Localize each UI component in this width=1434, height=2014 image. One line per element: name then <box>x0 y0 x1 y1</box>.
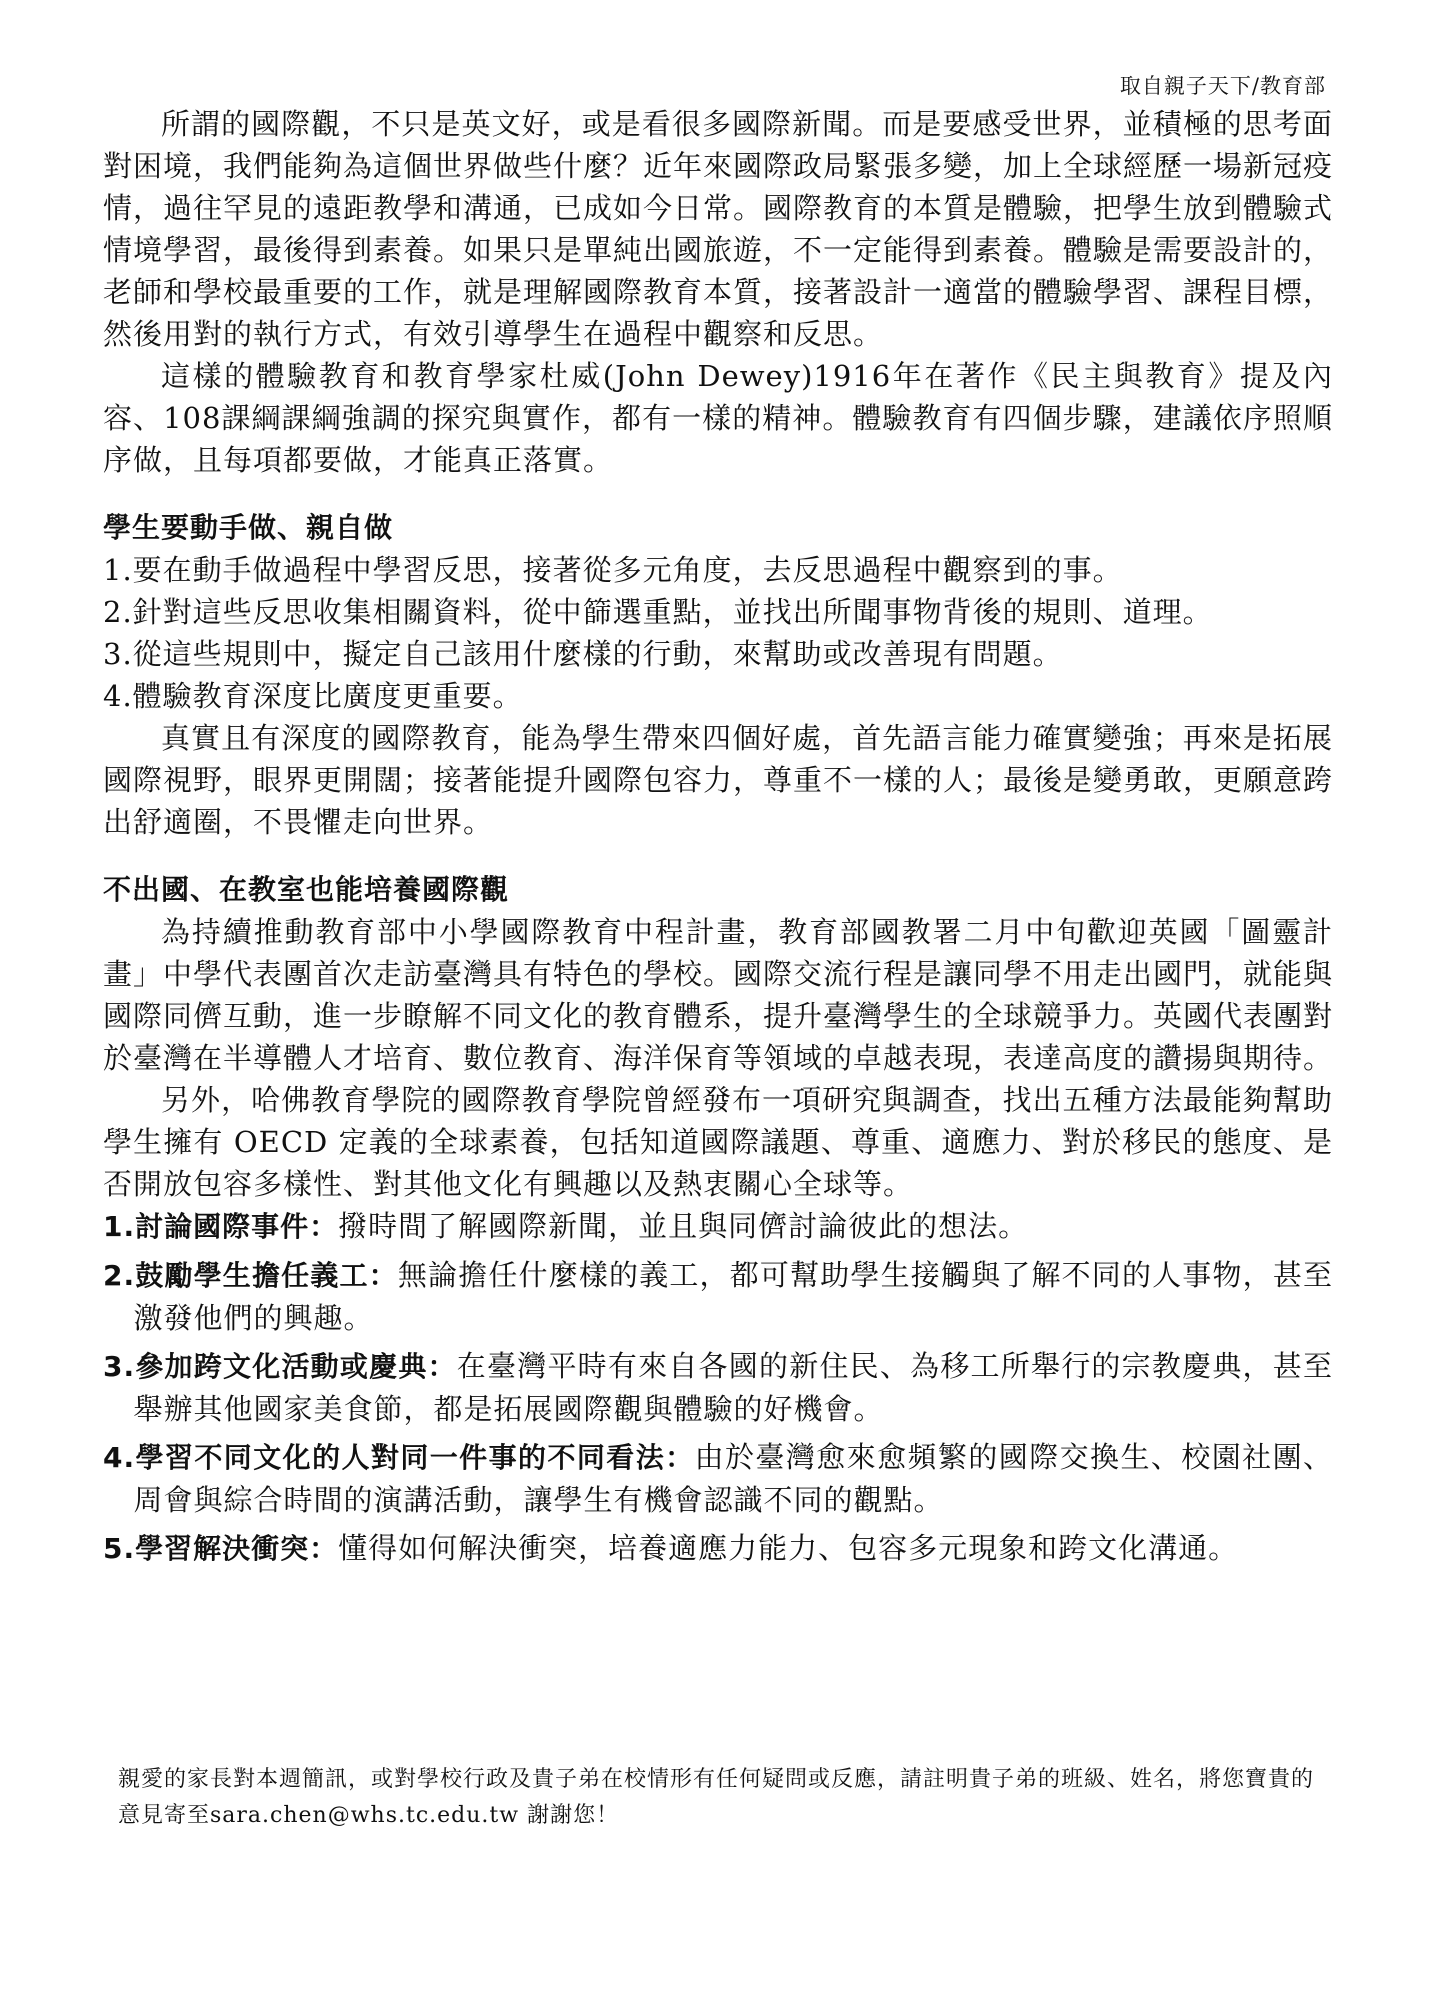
tip-title: 2.鼓勵學生擔任義工： <box>103 1259 398 1292</box>
intro-paragraph: 所謂的國際觀，不只是英文好，或是看很多國際新聞。而是要感受世界，並積極的思考面對困境，我們能夠為這個世界做些什麼？近年來國際政局緊張多變，加上全球經歷一場新冠疫情，過往罕見的遠距教學和溝通，已成如今日常。國際教育的本質是體驗，把學生放到體驗式情境學習，最後得到素養。如果只是單純出國旅遊，不一定能得到素養。體驗是需要設計的，老師和學校最重要的工作，就是理解國際教育本質，接著設計一適當的體驗學習、課程目標，然後用對的執行方式，有效引導學生在過程中觀察和反思。 <box>103 107 1334 351</box>
tip-text: 無論擔任什麼樣的義工，都可幫助學生接觸與了解不同的人事物，甚至激發他們的興趣。 <box>133 1258 1333 1335</box>
body-paragraph: 為持續推動教育部中小學國際教育中程計畫，教育部國教署二月中旬歡迎英國「圖靈計畫」中學代表團首次走訪臺灣具有特色的學校。國際交流行程是讓同學不用走出國門，就能與國際同儕互動，進一步瞭解不同文化的教育體系，提升臺灣學生的全球競爭力。英國代表團對於臺灣在半導體人才培育、數位教育、海洋保育等領域的卓越表現，表達高度的讚揚與期待。 <box>103 915 1334 1075</box>
list-item <box>103 1205 1333 1248</box>
tips-list <box>103 1205 1333 1570</box>
list-item: 2.針對這些反思收集相關資料，從中篩選重點，並找出所聞事物背後的規則、道理。 <box>103 595 1213 629</box>
contact-footer: 親愛的家長對本週簡訊，或對學校行政及貴子弟在校情形有任何疑問或反應，請註明貴子弟的班級、姓名，將您寶貴的意見寄至sara.chen@whs.tc.edu.tw 謝謝您！ <box>118 1767 1315 1828</box>
section-heading: 學生要動手做、親自做 <box>103 511 394 544</box>
tip-title: 1.討論國際事件： <box>103 1210 339 1243</box>
tip-title: 3.參加跨文化活動或慶典： <box>103 1350 457 1383</box>
tip-title: 4.學習不同文化的人對同一件事的不同看法： <box>103 1441 695 1474</box>
list-item <box>103 1436 1333 1521</box>
list-item <box>103 1254 1333 1339</box>
source-credit: 取自親子天下/教育部 <box>1119 74 1326 98</box>
list-item <box>103 1345 1333 1430</box>
section-heading: 不出國、在教室也能培養國際觀 <box>103 873 510 906</box>
step-list <box>103 549 1333 717</box>
list-item: 1.要在動手做過程中學習反思，接著從多元角度，去反思過程中觀察到的事。 <box>103 553 1123 587</box>
list-item <box>103 1527 1333 1570</box>
list-item: 3.從這些規則中，擬定自己該用什麼樣的行動，來幫助或改善現有問題。 <box>103 637 1063 671</box>
tip-title: 5.學習解決衝突： <box>103 1532 339 1565</box>
list-item: 4.體驗教育深度比廣度更重要。 <box>103 679 523 713</box>
tip-text: 懂得如何解決衝突，培養適應力能力、包容多元現象和跨文化溝通。 <box>338 1531 1239 1565</box>
tip-text: 在臺灣平時有來自各國的新住民、為移工所舉行的宗教慶典，甚至舉辦其他國家美食節，都是拓展國際觀與體驗的好機會。 <box>133 1349 1333 1426</box>
intro-paragraph: 這樣的體驗教育和教育學家杜威(John Dewey)1916年在著作《民主與教育》提及內容、108課綱課綱強調的探究與實作，都有一樣的精神。體驗教育有四個步驟，建議依序照順序做，且每項都要做，才能真正落實。 <box>103 359 1333 477</box>
benefits-paragraph: 真實且有深度的國際教育，能為學生帶來四個好處，首先語言能力確實變強；再來是拓展國際視野，眼界更開闊；接著能提升國際包容力，尊重不一樣的人；最後是變勇敢，更願意跨出舒適圈，不畏懼走向世界。 <box>103 721 1334 839</box>
tip-text: 撥時間了解國際新聞，並且與同儕討論彼此的想法。 <box>338 1209 1029 1243</box>
body-paragraph: 另外，哈佛教育學院的國際教育學院曾經發布一項研究與調查，找出五種方法最能夠幫助學生擁有 OECD 定義的全球素養，包括知道國際議題、尊重、適應力、對於移民的態度、是否開放包容多樣性、對其他文化有興趣以及熱衷關心全球等。 <box>103 1083 1333 1201</box>
article-body <box>103 103 1333 1576</box>
tip-text: 由於臺灣愈來愈頻繁的國際交換生、校園社團、周會與綜合時間的演講活動，讓學生有機會認識不同的觀點。 <box>133 1440 1333 1517</box>
